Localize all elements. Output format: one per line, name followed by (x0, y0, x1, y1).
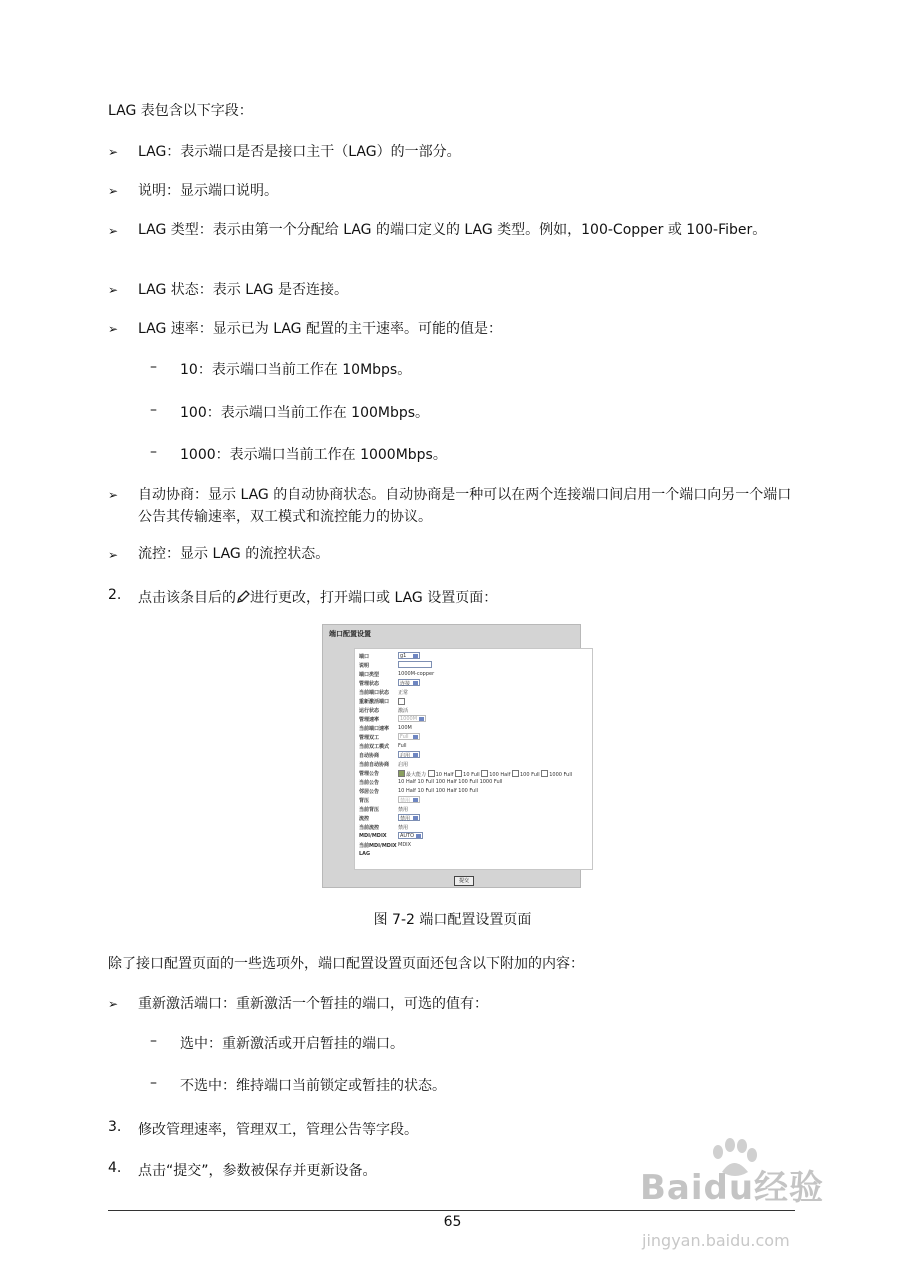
bullet-icon: ➢ (108, 145, 119, 159)
bullet-lag: LAG：表示端口是否是接口主干（LAG）的一部分。 (138, 144, 461, 160)
advert-options: 最大能力 10 Half 10 Full 100 Half 100 Full 1000 Full (398, 770, 572, 778)
advert-checkbox[interactable] (428, 770, 435, 777)
bullet-flow-control: 流控：显示 LAG 的流控状态。 (138, 546, 330, 562)
bullet-icon: ➢ (108, 322, 119, 336)
advert-checkbox[interactable] (541, 770, 548, 777)
port-config-form: 端口 g1 说明 端口类型 1000M-copper 管理状态 连接 当前端口状态 正常 重新激活端口 运行状态 激活 管理速率 1000M 当前端口速率 100M 管理双工 Full 当前双工模式 Full 自动协商 启用 当前自动协商 启用 管理公告 最大能力 10 Half 10 Full 100 Half 100 Full 1000 Full 当前公告 10 Half 10 Full 100 Half 100 Full 1000 Full 邻居公告 10 Half 10 Full 100 Half 100 Full 背压 禁用 当前背压 禁用 流控 禁用 当前流控 禁用 MDI/MDIX AUTO 当前MDI/MDIX MDIX LAG (354, 648, 593, 870)
advert-checkbox[interactable] (512, 770, 519, 777)
bullet-icon: ➢ (108, 548, 119, 562)
bullet-icon: ➢ (108, 283, 119, 297)
step-number: 2. (108, 587, 122, 603)
intro-text: LAG 表包含以下字段： (108, 103, 253, 119)
admin-status-select[interactable]: 连接 (398, 679, 420, 686)
submit-button[interactable]: 提交 (454, 876, 474, 886)
admin-duplex-select[interactable]: Full (398, 733, 420, 740)
speed-1000: 1000：表示端口当前工作在 1000Mbps。 (180, 447, 447, 463)
bullet-autoneg: 自动协商：显示 LAG 的自动协商状态。自动协商是一种可以在两个连接端口间启用一个端口向另一个端口公告其传输速率，双工模式和流控能力的协议。 (138, 487, 792, 525)
backpressure-select[interactable]: 禁用 (398, 796, 420, 803)
step-2-text (138, 587, 497, 607)
bullet-reactivate: 重新激活端口：重新激活一个暂挂的端口，可选的值有： (138, 996, 488, 1012)
bullet-icon: ➢ (108, 184, 119, 198)
bullet-lag-speed: LAG 速率：显示已为 LAG 配置的主干速率。可能的值是： (138, 321, 502, 337)
port-config-screenshot (322, 624, 581, 888)
dash-mark: – (150, 402, 157, 418)
dash-mark: – (150, 1075, 157, 1091)
description-input[interactable] (398, 661, 432, 668)
dash-mark: – (150, 444, 157, 460)
flow-control-select[interactable]: 禁用 (398, 814, 420, 821)
step-2-before: 点击该条目后的 (138, 590, 236, 606)
advert-checkbox[interactable] (455, 770, 462, 777)
advert-checkbox[interactable] (481, 770, 488, 777)
bullet-lag-type: LAG 类型：表示由第一个分配给 LAG 的端口定义的 LAG 类型。例如，100-Copper 或 100-Fiber。 (138, 222, 767, 238)
baidu-watermark-url: jingyan.baidu.com (642, 1231, 790, 1250)
reactivate-checked: 选中：重新激活或开启暂挂的端口。 (180, 1036, 404, 1052)
bullet-lag-status: LAG 状态：表示 LAG 是否连接。 (138, 282, 348, 298)
footer-divider (108, 1210, 795, 1211)
autoneg-select[interactable]: 启用 (398, 751, 420, 758)
bullet-icon: ➢ (108, 488, 119, 502)
reactivate-checkbox[interactable] (398, 698, 405, 705)
figure-caption: 图 7-2 端口配置设置页面 (373, 912, 532, 928)
step-3-text: 修改管理速率，管理双工，管理公告等字段。 (138, 1122, 418, 1138)
bullet-icon: ➢ (108, 997, 119, 1011)
dash-mark: – (150, 1033, 157, 1049)
port-select[interactable]: g1 (398, 652, 420, 659)
admin-speed-select[interactable]: 1000M (398, 715, 426, 722)
step-4-text: 点击“提交”，参数被保存并更新设备。 (138, 1163, 377, 1179)
speed-10: 10：表示端口当前工作在 10Mbps。 (180, 362, 412, 378)
advert-max-checkbox[interactable] (398, 770, 405, 777)
speed-100: 100：表示端口当前工作在 100Mbps。 (180, 405, 430, 421)
step-2-after: 进行更改，打开端口或 LAG 设置页面： (250, 590, 498, 606)
mdix-select[interactable]: AUTO (398, 832, 423, 839)
reactivate-unchecked: 不选中：维持端口当前锁定或暂挂的状态。 (180, 1078, 446, 1094)
additional-content-paragraph: 除了接口配置页面的一些选项外，端口配置设置页面还包含以下附加的内容： (108, 956, 584, 972)
baidu-watermark-logo: Baidu经验 (640, 1168, 825, 1208)
page-number: 65 (443, 1214, 462, 1230)
step-number: 4. (108, 1160, 122, 1176)
step-number: 3. (108, 1119, 122, 1135)
bullet-description: 说明：显示端口说明。 (138, 183, 278, 199)
bullet-icon: ➢ (108, 224, 119, 238)
dash-mark: – (150, 359, 157, 375)
figure-title: 端口配置设置 (329, 630, 371, 638)
edit-pencil-icon (236, 590, 250, 604)
